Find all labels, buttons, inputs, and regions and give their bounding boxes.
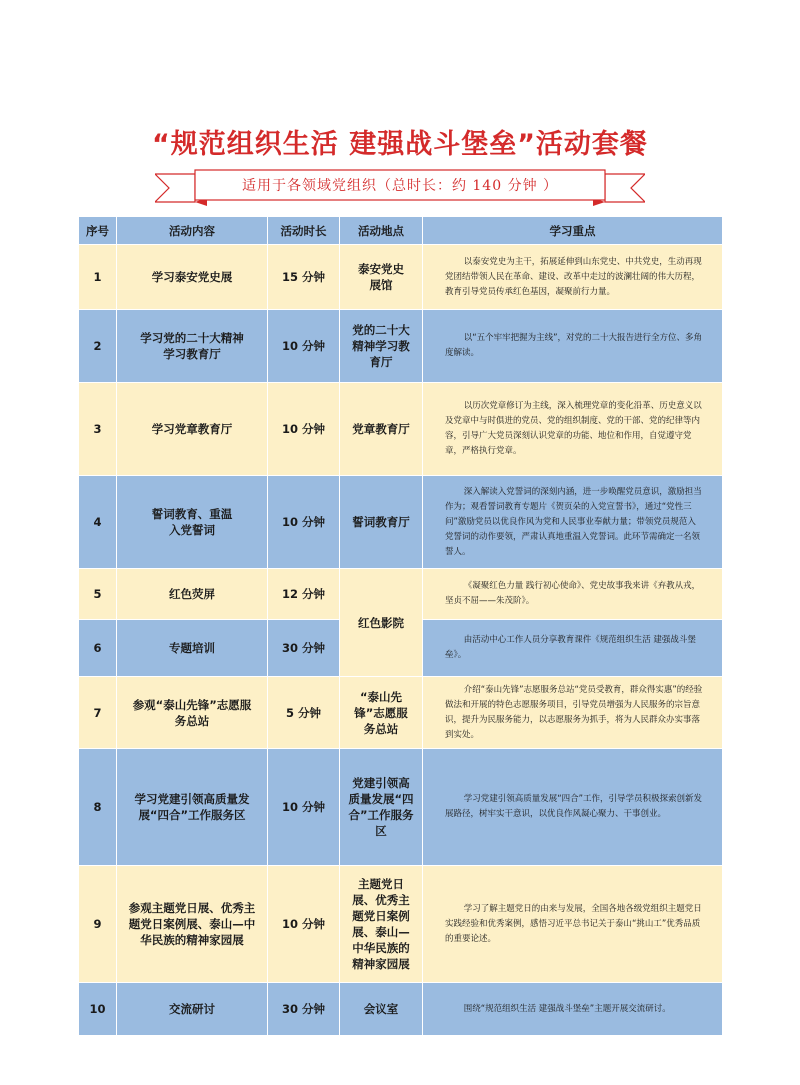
row-content: 专题培训 [117, 620, 268, 677]
row-location: 会议室 [340, 983, 423, 1036]
row-num: 9 [79, 866, 117, 983]
table-row [79, 677, 723, 749]
row-content: 交流研讨 [117, 983, 268, 1036]
table-row [79, 866, 723, 983]
row-duration: 10 分钟 [268, 866, 340, 983]
row-num: 5 [79, 569, 117, 620]
row-duration: 10 分钟 [268, 749, 340, 866]
table-row [79, 383, 723, 476]
header-content: 活动内容 [117, 217, 268, 245]
row-num: 10 [79, 983, 117, 1036]
table-row [79, 310, 723, 383]
row-focus: 以“五个牢牢把握为主线”，对党的二十大报告进行全方位、多角度解读。 [423, 310, 723, 383]
header-num: 序号 [79, 217, 117, 245]
row-num: 8 [79, 749, 117, 866]
page-title: “规范组织生活 建强战斗堡垒”活动套餐 [152, 129, 648, 160]
row-content: 学习党章教育厅 [117, 383, 268, 476]
row-duration: 10 分钟 [268, 310, 340, 383]
row-focus: 由活动中心工作人员分享教育课件《规范组织生活 建强战斗堡垒》。 [423, 620, 723, 677]
row-location: 党的二十大精神学习教育厅 [340, 310, 423, 383]
row-focus: 学习党建引领高质量发展“四合”工作，引导学员积极探索创新发展路径，树牢实干意识，以优良作风凝心聚力、干事创业。 [423, 749, 723, 866]
row-num: 1 [79, 245, 117, 310]
row-location: 泰安党史展馆 [340, 245, 423, 310]
table-row [79, 749, 723, 866]
row-content: 学习党建引领高质量发展“四合”工作服务区 [117, 749, 268, 866]
row-num: 6 [79, 620, 117, 677]
row-focus: 以泰安党史为主干，拓展延伸到山东党史、中共党史，生动再现党团结带领人民在革命、建设、改革中走过的波澜壮阔的伟大历程，教育引导党员传承红色基因，凝聚前行力量。 [423, 245, 723, 310]
row-location: 党章教育厅 [340, 383, 423, 476]
subtitle-ribbon [155, 166, 645, 206]
table-row [79, 569, 723, 620]
header-location: 活动地点 [340, 217, 423, 245]
row-focus: 围绕“规范组织生活 建强战斗堡垒”主题开展交流研讨。 [423, 983, 723, 1036]
row-focus: 深入解读入党誓词的深刻内涵，进一步唤醒党员意识，激励担当作为；观看誓词教育专题片《贺页朵的入党宣誓书》，通过“党性三问”激励党员以优良作风为党和人民事业奉献力量；带领党员规范入党誓词的动作要领，严肃认真地重温入党誓词。此环节需确定一名领誓人。 [423, 476, 723, 569]
row-content: 红色荧屏 [117, 569, 268, 620]
row-content: 参观“泰山先锋”志愿服务总站 [117, 677, 268, 749]
row-location: 党建引领高质量发展“四合”工作服务区 [340, 749, 423, 866]
row-location: 主题党日展、优秀主题党日案例展、泰山—中华民族的精神家园展 [340, 866, 423, 983]
subtitle: 适用于各领域党组织（总时长：约 140 分钟 ） [241, 178, 559, 194]
row-duration: 15 分钟 [268, 245, 340, 310]
row-content: 学习泰安党史展 [117, 245, 268, 310]
row-duration: 12 分钟 [268, 569, 340, 620]
row-duration: 10 分钟 [268, 476, 340, 569]
row-duration: 30 分钟 [268, 983, 340, 1036]
row-num: 3 [79, 383, 117, 476]
row-num: 4 [79, 476, 117, 569]
activity-table [78, 216, 723, 1036]
row-content: 誓词教育、重温入党誓词 [117, 476, 268, 569]
row-location: 红色影院 [340, 569, 423, 677]
row-duration: 30 分钟 [268, 620, 340, 677]
row-content: 学习党的二十大精神学习教育厅 [117, 310, 268, 383]
row-focus: 学习了解主题党日的由来与发展，全国各地各级党组织主题党日实践经验和优秀案例，感悟习近平总书记关于泰山“挑山工”优秀品质的重要论述。 [423, 866, 723, 983]
row-focus: 以历次党章修订为主线，深入梳理党章的变化沿革、历史意义以及党章中与时俱进的党员、党的组织制度、党的干部、党的纪律等内容，引导广大党员深刻认识党章的功能、地位和作用，自觉遵守党章，严格执行党章。 [423, 383, 723, 476]
row-focus: 介绍“泰山先锋”志愿服务总站“党员受教育，群众得实惠”的经验做法和开展的特色志愿服务项目，引导党员增强为人民服务的宗旨意识，提升为民服务能力，以志愿服务为抓手，将为人民群众办实事落到实处。 [423, 677, 723, 749]
table-row [79, 983, 723, 1036]
row-focus: 《凝聚红色力量 践行初心使命》、党史故事我来讲《弃教从戎，坚贞不屈——朱茂阶》。 [423, 569, 723, 620]
table-row [79, 245, 723, 310]
header-focus: 学习重点 [423, 217, 723, 245]
table-row [79, 476, 723, 569]
row-duration: 10 分钟 [268, 383, 340, 476]
row-location: “泰山先锋”志愿服务总站 [340, 677, 423, 749]
row-num: 2 [79, 310, 117, 383]
row-content: 参观主题党日展、优秀主题党日案例展、泰山—中华民族的精神家园展 [117, 866, 268, 983]
header-duration: 活动时长 [268, 217, 340, 245]
table-header-row [79, 217, 723, 245]
row-duration: 5 分钟 [268, 677, 340, 749]
row-location: 誓词教育厅 [340, 476, 423, 569]
row-num: 7 [79, 677, 117, 749]
